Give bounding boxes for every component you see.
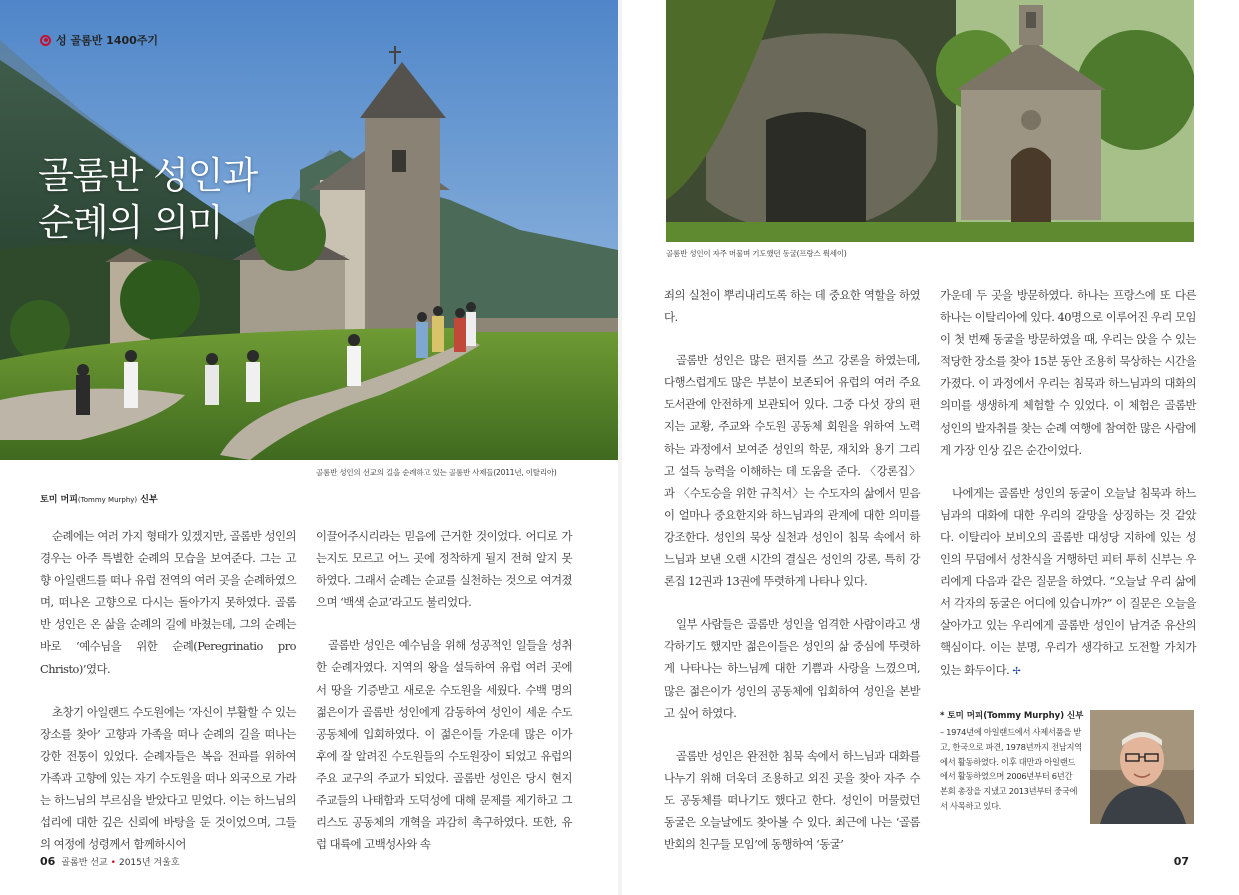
hero-caption: 골롬반 성인의 선교의 길을 순례하고 있는 골롬반 사제들(2011년, 이탈리아) xyxy=(316,468,557,477)
footer-right xyxy=(1174,855,1195,868)
end-mark-icon: ✢ xyxy=(1012,665,1021,677)
paragraph: 초창기 아일랜드 수도원에는 ‘자신이 부활할 수 있는 장소를 찾아’ 고향과 가족을 떠나 순례의 길을 떠나는 강한 전통이 있었다. 순례자들은 복음 전파를 위하여 가족과 고향에 있는 자기 수도원을 떠나 외국으로 가라는 하느님의 부르심을 받았다고 믿었다. 이는 하느님의 섭리에 대한 깊은 신뢰에 바탕을 둔 것이었으며, 그들의 여정에 성령께서 함께하시어 xyxy=(40,704,296,852)
author-title: 신부 xyxy=(137,495,158,505)
cave-chapel-image xyxy=(666,0,1194,242)
section-tag-label: 성 골롬반 1400주기 xyxy=(56,34,159,47)
issue-label: 2015년 겨울호 xyxy=(118,858,180,868)
author-name: 토미 머피 xyxy=(40,495,78,505)
cave-caption: 골롬반 성인이 자주 머물며 기도했던 동굴(프랑스 뤽세이) xyxy=(666,249,847,258)
paragraph: 이끌어주시리라는 믿음에 근거한 것이었다. 어디로 가는지도 모르고 어느 곳에 정착하게 될지 전혀 알지 못하였다. 그래서 순례는 순교를 실천하는 것으로 여겨졌으며 ‘백색 순교’라고도 불리었다. xyxy=(316,529,572,610)
target-bullet-icon xyxy=(40,35,51,46)
page-number-right: 07 xyxy=(1173,855,1189,868)
paragraph-text: 나에게는 골롬반 성인의 동굴이 오늘날 침묵과 하느님과의 대화에 대한 우리의 갈망을 상징하는 것 같았다. 이탈리아 보비오의 골롬반 대성당 지하에 있는 성인의 무덤에서 성찬식을 거행하던 피터 투히 신부는 우리에게 다음과 같은 질문을 하였다. “오늘날 우리 삶에서 각자의 동굴은 어디에 있습니까?” 이 질문은 오늘을 살아가고 있는 우리에게 골롬반 성인이 남겨준 유산의 핵심이다. 이는 분명, 우리가 생각하고 도전할 가치가 있는 화두이다. xyxy=(940,485,1196,677)
bio-heading: * 토미 머피(Tommy Murphy) 신부 xyxy=(940,711,1084,721)
separator-dot-icon: • xyxy=(110,858,116,868)
section-tag xyxy=(40,32,158,48)
body-column-1 xyxy=(40,525,296,876)
author-portrait xyxy=(1090,710,1194,824)
paragraph: 일부 사람들은 골롬반 성인을 엄격한 사람이라고 생각하기도 했지만 젊은이들은 성인의 삶 중심에 뚜렷하게 나타나는 하느님께 대한 기쁨과 사랑을 느꼈으며, 많은 젊은이가 성인의 공동체에 입회하여 성인을 본받고 싶어 하였다. xyxy=(664,617,920,720)
paragraph: 골롬반 성인은 완전한 침묵 속에서 하느님과 대화를 나누기 위해 더욱더 조용하고 외진 곳을 찾아 자주 수도 공동체를 떠나기도 했다고 한다. 성인이 머물렀던 동굴은 오늘날에도 찾아볼 수 있다. 최근에 나는 ‘골롬반회의 친구들 모임’에 동행하여 ‘동굴’ xyxy=(664,748,920,852)
magazine-name: 골롬반 선교 xyxy=(61,858,108,868)
left-page xyxy=(0,0,618,895)
paragraph: 순례에는 여러 가지 형태가 있겠지만, 골롬반 성인의 경우는 아주 특별한 순례의 모습을 보여준다. 그는 고향 아일랜드를 떠나 유럽 전역의 여러 곳을 순례하였으며, 떠나온 고향으로 다시는 돌아가지 못하였다. 골롬반 성인은 온 삶을 순례의 길에 바쳤는데, 그의 순례는 바로 ‘예수님을 위한 순례(Peregrinatio pro Christo)’였다. xyxy=(40,529,296,676)
author-byline xyxy=(40,492,158,505)
page-number-left: 06 xyxy=(40,855,56,868)
paragraph xyxy=(940,482,1196,683)
footer-left xyxy=(40,855,180,868)
paragraph: 가운데 두 곳을 방문하였다. 하나는 프랑스에 또 다른 하나는 이탈리아에 있다. 40명으로 이루어진 우리 모임이 첫 번째 동굴을 방문하였을 때, 우리는 앉을 수 있는 적당한 장소를 찾아 15분 동안 조용히 묵상하는 시간을 가졌다. 이 과정에서 우리는 침묵과 하느님과의 대화의 의미를 생생하게 체험할 수 있었다. 이 체험은 골롬반 성인의 발자취를 찾는 순례 여행에 참여한 많은 사람에게 가장 인상 깊은 순간이었다. xyxy=(940,288,1196,457)
title-line-2: 순례의 의미 xyxy=(38,201,223,244)
right-page xyxy=(622,0,1239,895)
author-name-en: (Tommy Murphy) xyxy=(77,496,138,504)
paragraph: 죄의 실천이 뿌리내리도록 하는 데 중요한 역할을 하였다. xyxy=(664,288,920,325)
bio-text: – 1974년에 아일랜드에서 사제서품을 받고, 한국으로 파견, 1978년까지 전남지역에서 활동하였다. 이후 대만과 아일랜드에서 활동하였으며 2006년부터 6년간 본회 총장을 지냈고 2013년부터 중국에서 사목하고 있다. xyxy=(940,727,1082,811)
body-column-3 xyxy=(664,284,920,876)
title-line-1: 골롬반 성인과 xyxy=(38,154,258,197)
body-column-4 xyxy=(940,284,1196,704)
paragraph: 골롬반 성인은 많은 편지를 쓰고 강론을 하였는데, 다행스럽게도 많은 부분이 보존되어 유럽의 여러 주요 도서관에 안전하게 보관되어 있다. 그중 다섯 장의 편지는 교황, 주교와 수도원 공동체 회원을 위하여 노력하는 과정에서 보여준 성인의 학문, 재치와 용기 그리고 설득 능력을 이해하는 데 도움을 준다. 〈강론집〉과 〈수도승을 위한 규칙서〉는 수도자의 삶에서 믿음이 얼마나 중요한지와 하느님과의 관계에 대한 의미를 강조한다. 성인의 묵상 실천과 성인이 침묵 속에서 하느님과 보낸 오랜 시간의 결실은 성인의 강론, 특히 강론집 12권과 13권에 뚜렷하게 나타나 있다. xyxy=(664,353,920,589)
hero-photo xyxy=(0,0,618,460)
body-column-2 xyxy=(316,525,572,876)
cave-chapel-photo xyxy=(666,0,1194,242)
article-title xyxy=(38,152,257,246)
paragraph: 골롬반 성인은 예수님을 위해 성공적인 일들을 성취한 순례자였다. 지역의 왕을 설득하여 유럽 여러 곳에서 땅을 기증받고 새로운 수도원을 세웠다. 수백 명의 젊은이가 골롬반 성인에게 감동하여 성인이 세운 수도 공동체에 입회하였다. 이 젊은이들 가운데 많은 이가 후에 잘 알려진 수도원들의 수도원장이 되었고 유럽의 주요 교구의 주교가 되었다. 골롬반 성인은 당시 현지 주교들의 나태함과 도덕성에 대해 문제를 제기하고 그리스도 공동체의 개혁을 과감히 촉구하였다. 또한, 유럽 대륙에 고백성사와 속 xyxy=(316,638,572,852)
author-photo-image xyxy=(1090,710,1194,824)
